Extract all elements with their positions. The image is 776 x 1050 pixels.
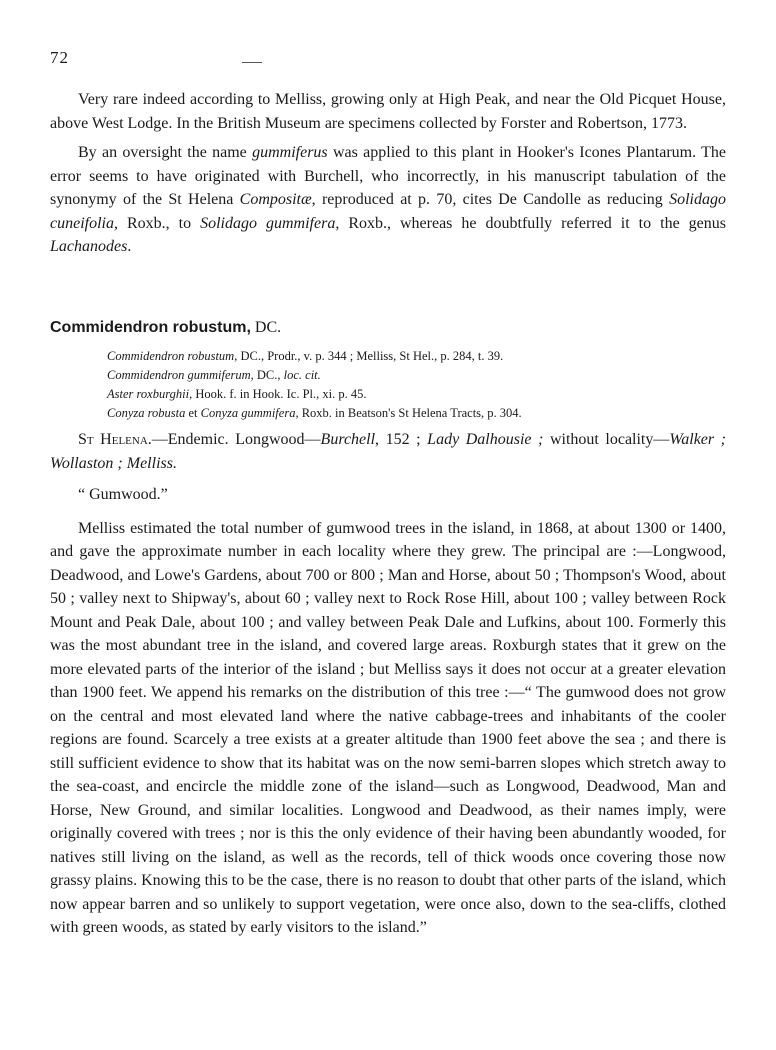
italic-run: Walker ; Wollaston ; Melliss. — [50, 431, 727, 472]
text-run: , DC., — [250, 368, 284, 382]
species-heading — [50, 316, 281, 340]
synonym-line — [107, 404, 727, 423]
italic-run: Solidago cuneifolia — [50, 191, 726, 232]
gumwood-paragraph — [50, 517, 726, 940]
synonym-line — [107, 347, 727, 366]
intro-paragraph-2 — [50, 141, 726, 259]
italic-run: loc. cit. — [283, 368, 321, 382]
common-name: “ Gumwood.” — [78, 486, 168, 503]
text-run: without locality— — [543, 431, 670, 448]
text-run: , DC., Prodr., v. p. 344 ; Melliss, St Hel., p. 284, t. 39. — [234, 349, 504, 363]
italic-run: Lachanodes — [50, 238, 128, 255]
species-name: Commidendron robustum, — [50, 319, 251, 336]
text-run: . — [127, 238, 132, 255]
synonym-list — [107, 347, 727, 423]
page-number: 72 — [50, 48, 69, 67]
text-run: , Roxb., to — [113, 214, 201, 232]
header-rule — [242, 62, 262, 63]
text-run: .—Endemic. Longwood— — [147, 431, 321, 448]
synonym-line — [107, 366, 727, 385]
body-block — [50, 428, 726, 940]
distribution-paragraph — [50, 428, 726, 475]
text-run: et — [185, 406, 201, 420]
italic-run: Compositæ — [239, 191, 312, 208]
text-run: , Hook. f. in Hook. Ic. Pl., xi. p. 45. — [189, 387, 367, 401]
italic-run: gummiferus — [252, 144, 328, 161]
text-run: Melliss estimated the total number of gumwood trees in the island, in 1868, at about 1300 or 1400, and gave the approximate number in each locality where they grew. The principal are :—Longwood, Deadwood, and Lowe's Gardens, about 700 or 800 ; Man and Horse, about 50 ; Thompson's Wood, about 50 ; valley next to Shipway's, about 60 ; valley next to Rock Rose Hill, about 100 ; valley between Rock Mount and Peak Dale, about 100 ; and valley between Peak Dale and Lufkins, about 100. Formerly this was the most abundant tree in the island, and covered large areas. Roxburgh states that it grew on the more elevated parts of the interior of the island ; but Melliss says it does not occur at a greater elevation than 1900 feet. We append his remarks on the distribution of this tree :—“ The gumwood does not grow on the central and most elevated land where the native cabbage-trees and inhabitants of the cooler regions are found. Scarcely a tree exists at a greater altitude than 1900 feet above the sea ; and there is still sufficient evidence to show that its habitat was on the now semi-barren slopes which stretch away to the sea-coast, and encircle the middle zone of the island—such as Longwood, Deadwood, Man and Horse, New Ground, and similar localities. Longwood and Deadwood, as their names imply, were originally covered with trees ; nor is this the only evidence of their having been abundantly wooded, for natives still living on the island, as well as the records, tell of thick woods once covering those now grassy plains. Knowing this to be the case, there is no reason to doubt that other parts of the island, which now appear barren and so unlikely to support vegetation, were once also, down to the sea-cliffs, clothed with green woods, as stated by early visitors to the island.” — [50, 519, 726, 936]
italic-run: Conyza robusta — [107, 406, 186, 420]
text-run: By an oversight the name — [78, 144, 253, 161]
intro-block — [50, 88, 726, 259]
italic-run: Conyza gummifera — [200, 406, 296, 420]
intro-paragraph-1 — [50, 88, 726, 135]
italic-run: Commidendron gummiferum — [107, 368, 251, 382]
synonym-line — [107, 385, 727, 404]
text-run: , 152 ; — [375, 431, 428, 448]
text-run: , Roxb., whereas he doubtfully referred it to the genus — [335, 214, 726, 232]
text-run: , Roxb. in Beatson's St Helena Tracts, p. 304. — [295, 406, 522, 420]
text-run: , reproduced at p. 70, cites De Candolle as reducing — [311, 191, 670, 208]
italic-run: Aster roxburghii — [107, 387, 190, 401]
italic-run: Burchell — [320, 431, 376, 448]
species-author: DC. — [250, 319, 282, 336]
italic-run: Commidendron robustum — [107, 349, 235, 363]
text-run: Very rare indeed according to Melliss, growing only at High Peak, and near the Old Picquet House, above West Lodge. In the British Museum are specimens collected by Forster and Robertson, 1773. — [50, 91, 726, 132]
italic-run: Lady Dalhousie ; — [427, 431, 544, 448]
small-caps-run: St Helena — [78, 431, 148, 448]
italic-run: Solidago gummifera — [200, 214, 336, 232]
text-run: was applied to this plant in Hooker's Icones Plantarum. The error seems to have originated with Burchell, who incorrectly, in his manuscript tabulation of the synonymy of the St Helena — [50, 144, 726, 208]
